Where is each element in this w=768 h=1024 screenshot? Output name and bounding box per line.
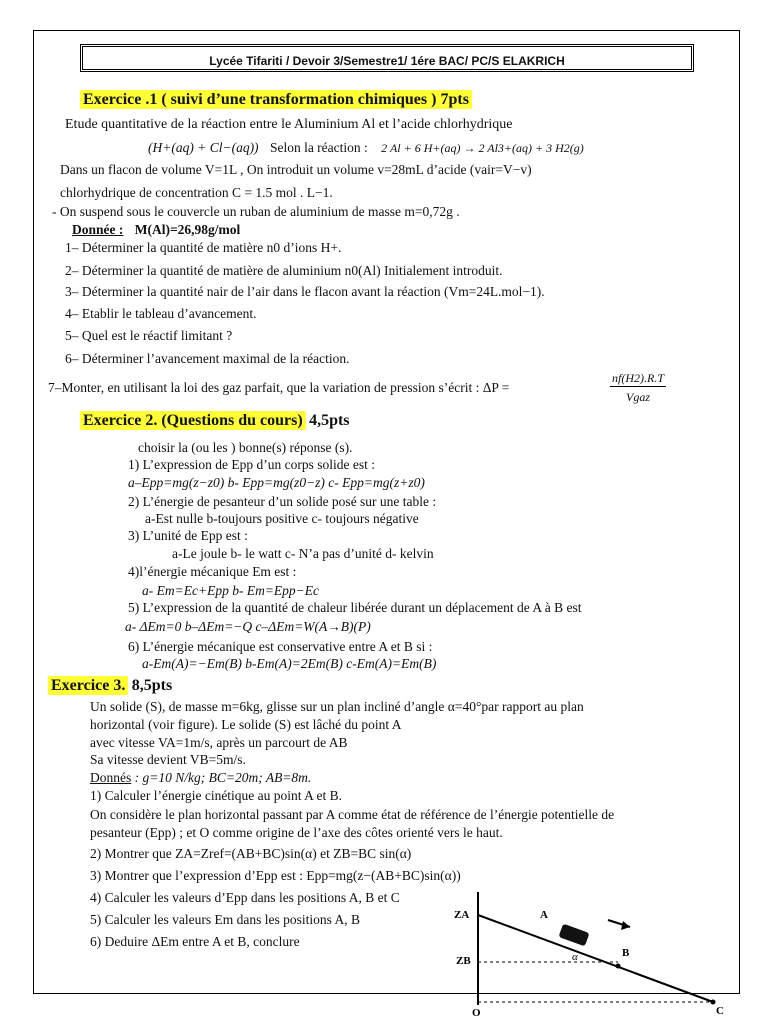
ex2-q5-options: a- ΔEm=0 b–ΔEm=−Q c–ΔEm=W(A→B)(P) xyxy=(125,619,371,634)
label-za: ZA xyxy=(454,909,470,921)
incline-plane xyxy=(478,915,713,1002)
ex2-points: 4,5pts xyxy=(309,412,350,429)
ex3-donnes-value: : g=10 N/kg; BC=20m; AB=8m. xyxy=(134,770,312,785)
ex1-line2 xyxy=(148,140,584,156)
ex1-donnee xyxy=(72,222,240,238)
ex1-reaction-label: Selon la réaction : xyxy=(269,140,368,155)
ex2-q6: 6) L’énergie mécanique est conservative entre A et B si : xyxy=(128,639,433,654)
ex3-points: 8,5pts xyxy=(131,677,173,694)
ex3-q1: 1) Calculer l’énergie cinétique au point A et B. xyxy=(90,788,343,803)
ex3-q5: 5) Calculer les valeurs Em dans les positions A, B xyxy=(90,912,360,927)
ex3-title-wrap xyxy=(48,678,172,694)
inclined-plane-figure xyxy=(448,890,738,1020)
ex3-q4: 4) Calculer les valeurs d’Epp dans les positions A, B et C xyxy=(90,890,400,905)
ex1-donnee-value: M(Al)=26,98g/mol xyxy=(134,222,241,237)
ex2-q6-options: a-Em(A)=−Em(B) b-Em(A)=2Em(B) c-Em(A)=Em(B) xyxy=(142,656,437,671)
ex2-q4: 4)l’énergie mécanique Em est : xyxy=(128,564,297,579)
ex2-q1: 1) L’expression de Epp d’un corps solide est : xyxy=(128,457,375,472)
ex3-q6: 6) Deduire ΔEm entre A et B, conclure xyxy=(90,934,300,949)
ex3-line6: pesanteur (Epp) ; et O comme origine de l’axe des côtes orienté vers le haut. xyxy=(90,825,503,840)
label-o: O xyxy=(472,1007,481,1019)
ex1-acid-formula: (H+(aq) + Cl−(aq)) xyxy=(148,140,259,155)
ex3-q3: 3) Montrer que l’expression d’Epp est : Epp=mg(z−(AB+BC)sin(α)) xyxy=(90,868,461,883)
header-title: Lycée Tifariti / Devoir 3/Semestre1/ 1ére BAC/ PC/S ELAKRICH xyxy=(209,54,565,68)
ex3-line4: Sa vitesse devient VB=5m/s. xyxy=(90,752,246,767)
ex2-q3: 3) L’unité de Epp est : xyxy=(128,528,248,543)
ex1-q4: 4– Etablir le tableau d’avancement. xyxy=(65,306,257,321)
header-box xyxy=(80,44,694,72)
ex1-title-wrap xyxy=(80,92,472,108)
motion-arrow-head xyxy=(621,921,630,930)
ex2-q5: 5) L’expression de la quantité de chaleur libérée durant un déplacement de A à B est xyxy=(128,600,582,615)
ex2-title-wrap xyxy=(80,413,350,429)
ex1-line1: Etude quantitative de la réaction entre le Aluminium Al et l’acide chlorhydrique xyxy=(65,117,513,132)
label-b: B xyxy=(622,947,630,959)
ex1-donnee-label: Donnée : xyxy=(72,222,124,237)
ex2-q2-options: a-Est nulle b-toujours positive c- toujours négative xyxy=(145,511,419,526)
ex1-reaction-equation: 2 Al + 6 H+(aq) → 2 Al3+(aq) + 3 H2(g) xyxy=(381,141,584,155)
ex2-q2: 2) L’énergie de pesanteur d’un solide posé sur une table : xyxy=(128,494,437,509)
ex3-line2: horizontal (voir figure). Le solide (S) est lâché du point A xyxy=(90,717,402,732)
ex1-q1: 1– Déterminer la quantité de matière n0 d’ions H+. xyxy=(65,240,342,255)
label-a: A xyxy=(540,909,548,921)
ex3-line5: On considère le plan horizontal passant par A comme état de référence de l’énergie potentielle de xyxy=(90,807,615,822)
ex2-title: Exercice 2. (Questions du cours) xyxy=(80,411,306,430)
label-c: C xyxy=(716,1005,724,1017)
ex1-q7-numerator: nf(H2).R.T xyxy=(612,371,664,385)
ex1-q7-denominator: Vgaz xyxy=(626,390,650,404)
ex1-q7: 7–Monter, en utilisant la loi des gaz parfait, que la variation de pression s’écrit : ΔP = xyxy=(48,380,510,395)
ex3-title: Exercice 3. xyxy=(48,676,128,695)
ex2-intro: choisir la (ou les ) bonne(s) réponse (s). xyxy=(138,440,353,455)
ex1-line3: Dans un flacon de volume V=1L , On introduit un volume v=28mL d’acide (vair=V−v) xyxy=(60,162,532,177)
ex2-q4-options: a- Em=Ec+Epp b- Em=Epp−Ec xyxy=(142,583,320,598)
ex3-q2: 2) Montrer que ZA=Zref=(AB+BC)sin(α) et ZB=BC sin(α) xyxy=(90,846,412,861)
ex1-line4: chlorhydrique de concentration C = 1.5 mol . L−1. xyxy=(60,185,333,200)
ex1-title: Exercice .1 ( suivi d’une transformation chimiques ) 7pts xyxy=(80,90,472,109)
ex3-donnes-label: Donnés xyxy=(90,770,132,785)
point-c-marker xyxy=(711,1000,716,1005)
label-alpha: α xyxy=(572,951,578,963)
ex1-q3: 3– Déterminer la quantité nair de l’air dans le flacon avant la réaction (Vm=24L.mol−1). xyxy=(65,284,545,299)
solid-block xyxy=(558,924,589,947)
ex3-line1: Un solide (S), de masse m=6kg, glisse sur un plan incliné d’angle α=40°par rapport au plan xyxy=(90,699,584,714)
ex3-donnes xyxy=(90,770,311,786)
ex1-q2: 2– Déterminer la quantité de matière de aluminium n0(Al) Initialement introduit. xyxy=(65,263,503,278)
label-zb: ZB xyxy=(456,955,471,967)
ex1-q6: 6– Déterminer l’avancement maximal de la réaction. xyxy=(65,351,350,366)
ex1-line5: - On suspend sous le couvercle un ruban de aluminium de masse m=0,72g . xyxy=(52,204,460,219)
ex2-q1-options: a–Epp=mg(z−z0) b- Epp=mg(z0−z) c- Epp=mg(z+z0) xyxy=(128,475,425,490)
ex2-q3-options: a-Le joule b- le watt c- N’a pas d’unité d- kelvin xyxy=(172,546,434,561)
ex1-q5: 5– Quel est le réactif limitant ? xyxy=(65,328,233,343)
ex3-line3: avec vitesse VA=1m/s, après un parcourt de AB xyxy=(90,735,348,750)
point-b-marker xyxy=(616,964,621,969)
